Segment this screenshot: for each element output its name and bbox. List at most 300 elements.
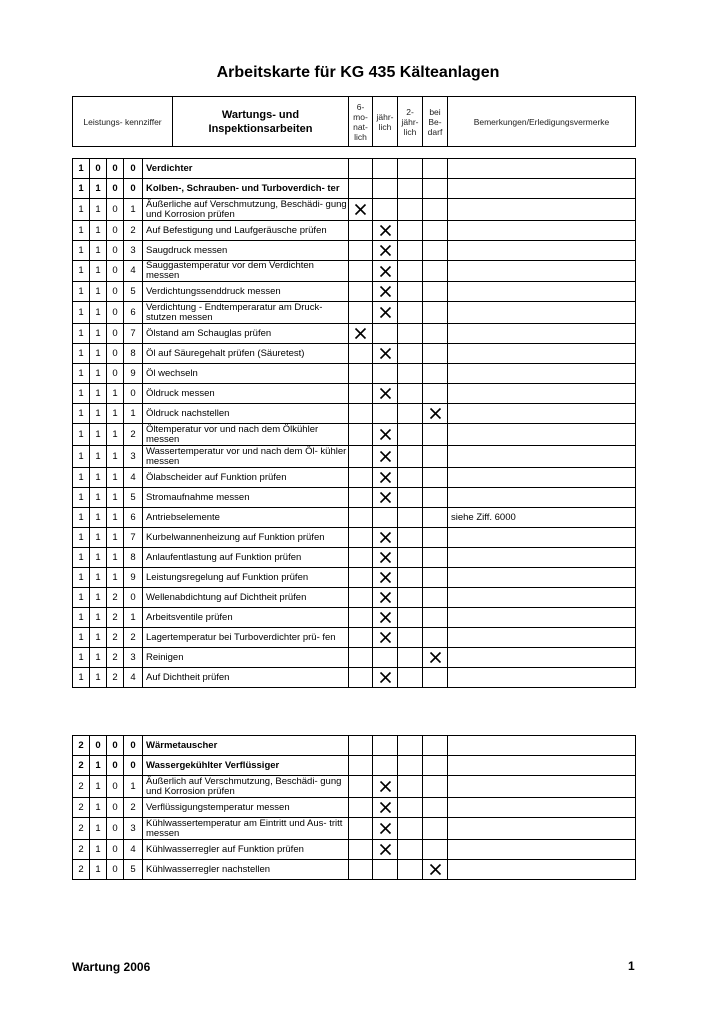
header-2-yearly: 2- jähr- lich [398, 97, 423, 147]
code-digit: 1 [90, 548, 107, 568]
remarks-cell [448, 179, 636, 199]
header-on-demand: bei Be- darf [423, 97, 448, 147]
task-description: Ölstand am Schauglas prüfen [143, 324, 349, 344]
mark-2-yearly [398, 179, 423, 199]
table-row [73, 221, 636, 241]
remarks-cell [448, 446, 636, 468]
code-digit: 1 [73, 424, 90, 446]
mark-yearly [373, 756, 398, 776]
code-digit: 0 [107, 241, 124, 261]
code-digit: 2 [73, 776, 90, 798]
cross-mark-icon [379, 244, 392, 257]
mark-6-monthly [349, 364, 373, 384]
table-row [73, 508, 636, 528]
remarks-cell [448, 282, 636, 302]
mark-on-demand [423, 798, 448, 818]
code-digit: 1 [124, 608, 143, 628]
remarks-cell [448, 199, 636, 221]
table-row [73, 364, 636, 384]
mark-6-monthly [349, 221, 373, 241]
mark-6-monthly [349, 241, 373, 261]
mark-6-monthly [349, 840, 373, 860]
page-title: Arbeitskarte für KG 435 Kälteanlagen [216, 64, 500, 81]
code-digit: 1 [90, 221, 107, 241]
mark-2-yearly [398, 282, 423, 302]
code-digit: 2 [107, 668, 124, 688]
code-digit: 1 [90, 668, 107, 688]
cross-mark-icon [379, 285, 392, 298]
mark-2-yearly [398, 860, 423, 880]
code-digit: 1 [73, 261, 90, 282]
task-description: Öl wechseln [143, 364, 349, 384]
mark-on-demand [423, 364, 448, 384]
header-6-monthly: 6- mo- nat- lich [349, 97, 373, 147]
remarks-cell [448, 221, 636, 241]
mark-yearly [373, 446, 398, 468]
code-digit: 1 [90, 568, 107, 588]
code-digit: 0 [107, 324, 124, 344]
mark-2-yearly [398, 159, 423, 179]
mark-on-demand [423, 648, 448, 668]
code-digit: 1 [90, 776, 107, 798]
mark-2-yearly [398, 404, 423, 424]
mark-yearly [373, 588, 398, 608]
code-digit: 1 [107, 446, 124, 468]
mark-2-yearly [398, 384, 423, 404]
code-digit: 0 [107, 818, 124, 840]
code-digit: 0 [107, 798, 124, 818]
mark-6-monthly [349, 860, 373, 880]
cross-mark-icon [379, 387, 392, 400]
task-description: Öldruck messen [143, 384, 349, 404]
mark-yearly [373, 798, 398, 818]
mark-on-demand [423, 468, 448, 488]
code-digit: 4 [124, 468, 143, 488]
code-digit: 2 [124, 424, 143, 446]
code-digit: 0 [107, 344, 124, 364]
mark-6-monthly [349, 324, 373, 344]
task-description: Auf Dichtheit prüfen [143, 668, 349, 688]
task-description: Wassergekühlter Verflüssiger [143, 756, 349, 776]
code-digit: 6 [124, 508, 143, 528]
code-digit: 1 [90, 344, 107, 364]
mark-on-demand [423, 608, 448, 628]
code-digit: 1 [73, 384, 90, 404]
mark-on-demand [423, 508, 448, 528]
code-digit: 2 [107, 608, 124, 628]
remarks-cell [448, 384, 636, 404]
task-description: Äußerliche auf Verschmutzung, Beschädi- gung und Korrosion prüfen [143, 199, 349, 221]
mark-6-monthly [349, 344, 373, 364]
code-digit: 1 [90, 261, 107, 282]
mark-yearly [373, 364, 398, 384]
cross-mark-icon [379, 822, 392, 835]
code-digit: 1 [73, 488, 90, 508]
code-digit: 2 [107, 628, 124, 648]
mark-yearly [373, 241, 398, 261]
cross-mark-icon [379, 450, 392, 463]
mark-yearly [373, 648, 398, 668]
code-digit: 0 [124, 588, 143, 608]
mark-2-yearly [398, 302, 423, 324]
task-description: Auf Befestigung und Laufgeräusche prüfen [143, 221, 349, 241]
task-description: Kolben-, Schrauben- und Turboverdich- ter [143, 179, 349, 199]
code-digit: 1 [73, 648, 90, 668]
table-row [73, 261, 636, 282]
code-digit: 2 [73, 860, 90, 880]
mark-yearly [373, 568, 398, 588]
code-digit: 1 [73, 404, 90, 424]
code-digit: 1 [124, 199, 143, 221]
code-digit: 5 [124, 860, 143, 880]
mark-2-yearly [398, 364, 423, 384]
code-digit: 1 [73, 241, 90, 261]
code-digit: 0 [107, 261, 124, 282]
code-digit: 1 [73, 446, 90, 468]
mark-6-monthly [349, 468, 373, 488]
task-description: Wassertemperatur vor und nach dem Öl- kühler messen [143, 446, 349, 468]
code-digit: 7 [124, 528, 143, 548]
remarks-cell [448, 798, 636, 818]
remarks-cell [448, 628, 636, 648]
code-digit: 0 [107, 179, 124, 199]
code-digit: 1 [73, 568, 90, 588]
table-row [73, 528, 636, 548]
mark-2-yearly [398, 588, 423, 608]
code-digit: 5 [124, 488, 143, 508]
remarks-cell [448, 818, 636, 840]
table-row [73, 628, 636, 648]
mark-on-demand [423, 756, 448, 776]
mark-6-monthly [349, 199, 373, 221]
table-row [73, 404, 636, 424]
table-row [73, 446, 636, 468]
task-description: Reinigen [143, 648, 349, 668]
mark-on-demand [423, 261, 448, 282]
table-row [73, 468, 636, 488]
mark-2-yearly [398, 568, 423, 588]
mark-on-demand [423, 179, 448, 199]
cross-mark-icon [379, 531, 392, 544]
mark-6-monthly [349, 736, 373, 756]
task-description: Verflüssigungstemperatur messen [143, 798, 349, 818]
code-digit: 1 [73, 628, 90, 648]
code-digit: 2 [124, 628, 143, 648]
code-digit: 4 [124, 840, 143, 860]
mark-2-yearly [398, 324, 423, 344]
code-digit: 0 [107, 199, 124, 221]
mark-2-yearly [398, 548, 423, 568]
code-digit: 0 [90, 159, 107, 179]
cross-mark-icon [379, 780, 392, 793]
code-digit: 1 [90, 628, 107, 648]
footer-label: Wartung 2006 [72, 960, 151, 974]
page-number: 1 [628, 959, 635, 973]
task-description: Kühlwassertemperatur am Eintritt und Aus- tritt messen [143, 818, 349, 840]
code-digit: 0 [107, 159, 124, 179]
mark-yearly [373, 860, 398, 880]
code-digit: 1 [90, 302, 107, 324]
mark-6-monthly [349, 756, 373, 776]
mark-on-demand [423, 628, 448, 648]
code-digit: 1 [90, 860, 107, 880]
remarks-cell [448, 468, 636, 488]
mark-2-yearly [398, 241, 423, 261]
mark-2-yearly [398, 776, 423, 798]
mark-on-demand [423, 384, 448, 404]
mark-6-monthly [349, 668, 373, 688]
code-digit: 1 [107, 468, 124, 488]
table-row [73, 668, 636, 688]
mark-yearly [373, 344, 398, 364]
code-digit: 1 [73, 528, 90, 548]
code-digit: 1 [73, 508, 90, 528]
remarks-cell [448, 840, 636, 860]
mark-2-yearly [398, 344, 423, 364]
mark-2-yearly [398, 840, 423, 860]
mark-yearly [373, 508, 398, 528]
mark-2-yearly [398, 488, 423, 508]
code-digit: 2 [124, 798, 143, 818]
table-row [73, 818, 636, 840]
code-digit: 1 [73, 179, 90, 199]
code-digit: 1 [73, 548, 90, 568]
code-digit: 2 [73, 736, 90, 756]
code-digit: 0 [124, 159, 143, 179]
code-digit: 1 [90, 840, 107, 860]
code-digit: 1 [90, 508, 107, 528]
code-digit: 3 [124, 446, 143, 468]
mark-yearly [373, 548, 398, 568]
mark-6-monthly [349, 488, 373, 508]
mark-6-monthly [349, 628, 373, 648]
remarks-cell: siehe Ziff. 6000 [448, 508, 636, 528]
table-row [73, 384, 636, 404]
mark-yearly [373, 818, 398, 840]
header-yearly: jähr- lich [373, 97, 398, 147]
task-description: Leistungsregelung auf Funktion prüfen [143, 568, 349, 588]
task-description: Öl auf Säuregehalt prüfen (Säuretest) [143, 344, 349, 364]
mark-yearly [373, 608, 398, 628]
code-digit: 1 [90, 488, 107, 508]
mark-yearly [373, 468, 398, 488]
task-description: Wärmetauscher [143, 736, 349, 756]
code-digit: 1 [107, 568, 124, 588]
cross-mark-icon [379, 224, 392, 237]
mark-on-demand [423, 344, 448, 364]
code-digit: 1 [73, 364, 90, 384]
mark-on-demand [423, 668, 448, 688]
table-row [73, 302, 636, 324]
code-digit: 0 [107, 302, 124, 324]
code-digit: 1 [90, 241, 107, 261]
table-row [73, 648, 636, 668]
code-digit: 9 [124, 568, 143, 588]
code-digit: 0 [107, 736, 124, 756]
mark-yearly [373, 302, 398, 324]
mark-yearly [373, 628, 398, 648]
mark-on-demand [423, 860, 448, 880]
task-description: Lagertemperatur bei Turboverdichter prü- fen [143, 628, 349, 648]
code-digit: 3 [124, 648, 143, 668]
code-digit: 1 [73, 468, 90, 488]
header-task-label: Wartungs- und Inspektionsarbeiten [173, 97, 349, 147]
cross-mark-icon [354, 203, 367, 216]
task-description: Stromaufnahme messen [143, 488, 349, 508]
code-digit: 1 [73, 668, 90, 688]
task-description: Verdichtung - Endtemperaratur am Druck- stutzen messen [143, 302, 349, 324]
mark-on-demand [423, 221, 448, 241]
mark-on-demand [423, 282, 448, 302]
table-row [73, 736, 636, 756]
table-row [73, 548, 636, 568]
code-digit: 2 [107, 648, 124, 668]
task-table-heat-exchanger [72, 735, 636, 880]
code-digit: 1 [107, 488, 124, 508]
code-digit: 1 [107, 508, 124, 528]
cross-mark-icon [379, 631, 392, 644]
code-digit: 2 [73, 756, 90, 776]
mark-yearly [373, 324, 398, 344]
code-digit: 0 [124, 179, 143, 199]
code-digit: 8 [124, 344, 143, 364]
remarks-cell [448, 668, 636, 688]
mark-2-yearly [398, 756, 423, 776]
mark-2-yearly [398, 818, 423, 840]
code-digit: 1 [90, 364, 107, 384]
remarks-cell [448, 860, 636, 880]
mark-6-monthly [349, 508, 373, 528]
mark-6-monthly [349, 588, 373, 608]
code-digit: 2 [73, 798, 90, 818]
code-digit: 1 [90, 282, 107, 302]
code-digit: 1 [90, 756, 107, 776]
cross-mark-icon [379, 347, 392, 360]
mark-6-monthly [349, 798, 373, 818]
mark-yearly [373, 404, 398, 424]
table-row [73, 159, 636, 179]
code-digit: 1 [73, 282, 90, 302]
table-row [73, 798, 636, 818]
remarks-cell [448, 756, 636, 776]
cross-mark-icon [379, 306, 392, 319]
code-digit: 0 [90, 736, 107, 756]
code-digit: 4 [124, 668, 143, 688]
header-remarks: Bemerkungen/Erledigungsvermerke [448, 97, 636, 147]
code-digit: 0 [107, 756, 124, 776]
task-description: Wellenabdichtung auf Dichtheit prüfen [143, 588, 349, 608]
code-digit: 1 [90, 446, 107, 468]
cross-mark-icon [379, 265, 392, 278]
mark-6-monthly [349, 568, 373, 588]
task-description: Äußerlich auf Verschmutzung, Beschädi- gung und Korrosion prüfen [143, 776, 349, 798]
mark-2-yearly [398, 468, 423, 488]
mark-2-yearly [398, 446, 423, 468]
table-row [73, 860, 636, 880]
task-description: Sauggastemperatur vor dem Verdichten messen [143, 261, 349, 282]
mark-yearly [373, 261, 398, 282]
mark-6-monthly [349, 548, 373, 568]
remarks-cell [448, 568, 636, 588]
code-digit: 1 [107, 424, 124, 446]
code-digit: 1 [90, 818, 107, 840]
table-row [73, 324, 636, 344]
code-digit: 1 [90, 404, 107, 424]
remarks-cell [448, 404, 636, 424]
cross-mark-icon [379, 571, 392, 584]
code-digit: 1 [90, 588, 107, 608]
mark-yearly [373, 384, 398, 404]
code-digit: 1 [90, 199, 107, 221]
mark-yearly [373, 159, 398, 179]
header-code-label: Leistungs- kennziffer [73, 97, 173, 147]
mark-2-yearly [398, 628, 423, 648]
mark-6-monthly [349, 608, 373, 628]
mark-on-demand [423, 568, 448, 588]
code-digit: 1 [73, 199, 90, 221]
mark-yearly [373, 840, 398, 860]
mark-6-monthly [349, 261, 373, 282]
cross-mark-icon [429, 407, 442, 420]
code-digit: 0 [124, 736, 143, 756]
code-digit: 1 [90, 468, 107, 488]
mark-on-demand [423, 302, 448, 324]
code-digit: 1 [90, 648, 107, 668]
mark-6-monthly [349, 446, 373, 468]
task-description: Arbeitsventile prüfen [143, 608, 349, 628]
cross-mark-icon [429, 863, 442, 876]
code-digit: 0 [107, 860, 124, 880]
remarks-cell [448, 424, 636, 446]
mark-on-demand [423, 324, 448, 344]
code-digit: 1 [90, 528, 107, 548]
code-digit: 1 [107, 528, 124, 548]
code-digit: 1 [90, 324, 107, 344]
table-row [73, 282, 636, 302]
mark-2-yearly [398, 798, 423, 818]
cross-mark-icon [354, 327, 367, 340]
remarks-cell [448, 608, 636, 628]
code-digit: 2 [107, 588, 124, 608]
code-digit: 1 [73, 344, 90, 364]
cross-mark-icon [379, 471, 392, 484]
task-description: Verdichtungssenddruck messen [143, 282, 349, 302]
task-table-compressor [72, 158, 636, 688]
remarks-cell [448, 588, 636, 608]
mark-yearly [373, 776, 398, 798]
remarks-cell [448, 302, 636, 324]
table-row [73, 776, 636, 798]
task-description: Kurbelwannenheizung auf Funktion prüfen [143, 528, 349, 548]
cross-mark-icon [379, 551, 392, 564]
task-description: Anlaufentlastung auf Funktion prüfen [143, 548, 349, 568]
code-digit: 1 [107, 384, 124, 404]
cross-mark-icon [429, 651, 442, 664]
cross-mark-icon [379, 491, 392, 504]
code-digit: 1 [90, 798, 107, 818]
code-digit: 7 [124, 324, 143, 344]
table-row [73, 756, 636, 776]
code-digit: 1 [73, 221, 90, 241]
task-description: Ölabscheider auf Funktion prüfen [143, 468, 349, 488]
code-digit: 2 [73, 818, 90, 840]
mark-2-yearly [398, 508, 423, 528]
code-digit: 1 [73, 159, 90, 179]
table-row [73, 344, 636, 364]
mark-on-demand [423, 736, 448, 756]
code-digit: 1 [107, 404, 124, 424]
mark-6-monthly [349, 424, 373, 446]
